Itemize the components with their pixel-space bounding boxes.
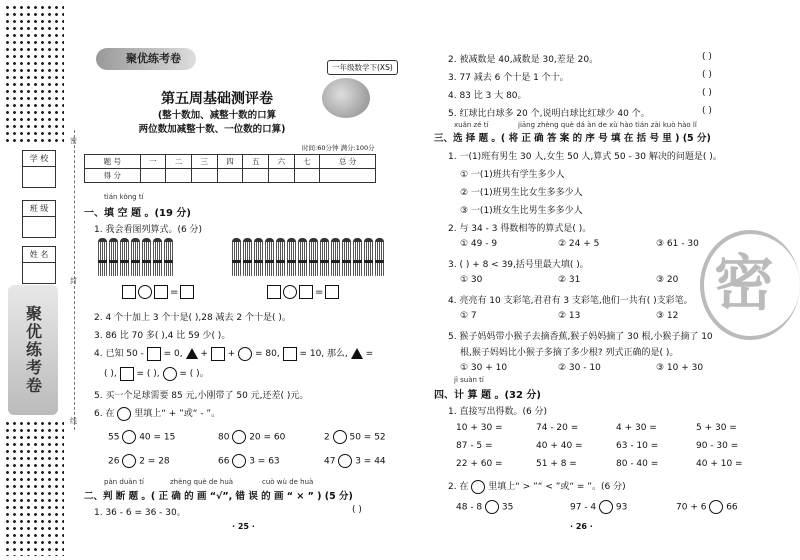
seal-mark-bottom: 线 — [70, 417, 77, 425]
score-table-row[interactable]: 得 分 — [85, 169, 376, 183]
triangle-symbol — [351, 348, 363, 359]
page-number: · 25 · — [232, 522, 255, 531]
question: 1. 一(1)班有男生 30 人,女生 50 人,算式 50 - 30 解决的问题是( )。 — [448, 152, 722, 162]
page-25 — [82, 0, 404, 560]
calc-item[interactable]: 87 - 5 = — [456, 441, 493, 451]
question: 5. 买一个足球需要 85 元,小刚带了 50 元,还差( )元。 — [94, 391, 309, 401]
option[interactable]: ① 49 - 9 — [460, 239, 498, 249]
question: 1. 36 - 6 = 36 - 30。 — [94, 508, 186, 518]
brand-logo-vertical: 聚优练考卷 — [8, 285, 58, 415]
compare-item[interactable]: 97 - 4 93 — [570, 500, 627, 514]
class-label: 班 级 — [23, 201, 55, 217]
option[interactable]: ① 30 + 10 — [460, 363, 508, 373]
subtitle-1: (整十数加、减整十数的口算 — [157, 110, 277, 121]
page-title: 第五周基础测评卷 — [161, 91, 273, 107]
option[interactable]: ① 30 — [460, 275, 483, 285]
option[interactable]: ③ 61 - 30 — [656, 239, 699, 249]
judge-item: 2. 被减数是 40,减数是 30,差是 20。 — [448, 55, 599, 65]
answer-paren[interactable]: ( ) — [702, 52, 712, 62]
compare-item[interactable]: 48 - 8 35 — [456, 500, 513, 514]
section-heading-calc: 四、计 算 题 。(32 分) — [434, 390, 541, 401]
stick-bundles-2 — [232, 238, 384, 276]
circle-symbol — [238, 347, 252, 361]
grade-tag: 一年级数学下(XS) — [327, 60, 398, 75]
time-score-meta: 时间:60分钟 满分:100分 — [302, 144, 375, 152]
answer-paren[interactable]: ( ) — [702, 106, 712, 116]
pinyin: jì suàn tí — [454, 376, 484, 384]
pinyin: tián kòng tí — [104, 193, 144, 201]
section-heading-fill: 一、填 空 题 。(19 分) — [84, 208, 191, 219]
square-symbol — [283, 347, 297, 361]
judge-item: 5. 红球比白球多 20 个,说明白球比红球少 40 个。 — [448, 109, 650, 119]
sign-item[interactable]: 47 3 = 44 — [324, 454, 386, 468]
option[interactable]: ② 13 — [558, 311, 581, 321]
calc-item[interactable]: 90 - 30 = — [696, 441, 739, 451]
secret-stamp: 密 — [700, 230, 800, 340]
school-field[interactable] — [22, 150, 56, 188]
calc-item[interactable]: 40 + 10 = — [696, 459, 743, 469]
option[interactable]: ② 30 - 10 — [558, 363, 601, 373]
question: 1. 直接写出得数。(6 分) — [448, 407, 548, 417]
calc-item[interactable]: 40 + 40 = — [536, 441, 583, 451]
judge-item: 3. 77 减去 6 个十是 1 个十。 — [448, 73, 569, 83]
calc-item[interactable]: 80 - 40 = — [616, 459, 659, 469]
option[interactable]: ① 一(1)班共有学生多少人 — [460, 170, 565, 180]
decoration-illustration — [322, 78, 370, 118]
question: 2. 4 个十加上 3 个十是( ),28 减去 2 个十是( )。 — [94, 313, 291, 323]
option[interactable]: ② 一(1)班男生比女生多多少人 — [460, 188, 583, 198]
calc-item[interactable]: 51 + 8 = — [536, 459, 577, 469]
school-label: 学 校 — [23, 151, 55, 167]
question: 3. ( ) + 8 < 39,括号里最大填( )。 — [448, 260, 589, 270]
square-symbol — [147, 347, 161, 361]
option[interactable]: ① 7 — [460, 311, 477, 321]
sign-item[interactable]: 2 50 = 52 — [324, 430, 386, 444]
section-heading-judge: 二、判 断 题 。( 正 确 的 画 “√”, 错 误 的 画 “ × ” ) (5 分) — [84, 491, 353, 502]
option[interactable]: ② 24 + 5 — [558, 239, 600, 249]
question-4-line2: ( ), = ( ), = ( )。 — [104, 366, 209, 381]
page-number: · 26 · — [570, 522, 593, 531]
pinyin: zhèng què de huà — [170, 478, 234, 486]
stick-bundles-1 — [98, 238, 173, 276]
seal-mark-top: 密 — [70, 137, 77, 145]
pinyin: jiāng zhèng què dá àn de xù hào tián zài kuò hào lǐ — [518, 121, 697, 129]
question-4: 4. 已知 50 - = 0, + + = 80, = 10, 那么, = — [94, 346, 373, 361]
question: 根,猴子妈妈比小猴子多摘了多少根? 列式正确的是( )。 — [460, 348, 679, 358]
answer-paren[interactable]: ( ) — [702, 70, 712, 80]
square-symbol — [211, 347, 225, 361]
question: 2. 与 34 - 3 得数相等的算式是( )。 — [448, 224, 592, 234]
option[interactable]: ③ 20 — [656, 275, 679, 285]
question-6: 6. 在 里填上“ + ”或“ - ”。 — [94, 406, 220, 421]
name-field[interactable] — [22, 246, 56, 284]
question: 4. 亮亮有 10 支彩笔,君君有 3 支彩笔,他们一共有( )支彩笔。 — [448, 296, 693, 306]
pinyin: xuǎn zé tí — [454, 121, 489, 129]
section-heading-choice: 三、选 择 题 。( 将 正 确 答 案 的 序 号 填 在 括 号 里 ) (5 分) — [434, 133, 711, 144]
calc-item[interactable]: 5 + 30 = — [696, 423, 737, 433]
judge-item: 4. 83 比 3 大 80。 — [448, 91, 527, 101]
binding-margin — [0, 0, 80, 560]
calc-item[interactable]: 4 + 30 = — [616, 423, 657, 433]
answer-boxes-2[interactable]: = — [267, 285, 339, 299]
dot-pattern — [4, 4, 64, 144]
pinyin: pàn duàn tí — [104, 478, 144, 486]
option[interactable]: ② 31 — [558, 275, 581, 285]
seal-mark-mid: 封 — [70, 277, 77, 285]
sign-item[interactable]: 55 40 = 15 — [108, 430, 175, 444]
option[interactable]: ③ 10 + 30 — [656, 363, 704, 373]
question: 1. 我会看图列算式。(6 分) — [94, 225, 203, 235]
pinyin: cuò wù de huà — [262, 478, 314, 486]
calc-item[interactable]: 63 - 10 = — [616, 441, 659, 451]
sign-item[interactable]: 66 3 = 63 — [218, 454, 280, 468]
calc-item[interactable]: 74 - 20 = — [536, 423, 579, 433]
question-compare: 2. 在 里填上“ > ”“ < ”或“ = ”。(6 分) — [448, 479, 626, 494]
sign-item[interactable]: 26 2 = 28 — [108, 454, 170, 468]
triangle-symbol — [186, 348, 198, 359]
dot-pattern-bottom — [4, 420, 64, 556]
answer-paren[interactable]: ( ) — [702, 88, 712, 98]
question: 3. 86 比 70 多( ),4 比 59 少( )。 — [94, 331, 231, 341]
calc-item[interactable]: 10 + 30 = — [456, 423, 503, 433]
class-field[interactable] — [22, 200, 56, 238]
name-label: 姓 名 — [23, 247, 55, 263]
score-table-header: 题 号 一 二 三 四 五 六 七 总 分 — [85, 155, 376, 169]
option[interactable]: ③ 一(1)班女生比男生多多少人 — [460, 206, 583, 216]
sign-item[interactable]: 80 20 = 60 — [218, 430, 285, 444]
score-table — [84, 154, 376, 183]
option[interactable]: ③ 12 — [656, 311, 679, 321]
calc-item[interactable]: 22 + 60 = — [456, 459, 503, 469]
answer-boxes-1[interactable]: = — [122, 285, 194, 299]
brand-banner: 聚优练考卷 — [96, 48, 196, 70]
subtitle-2: 两位数加减整十数、一位数的口算) — [138, 124, 286, 135]
question: 5. 猴子妈妈带小猴子去摘香蕉,猴子妈妈摘了 30 根,小猴子摘了 10 — [448, 332, 713, 342]
answer-paren[interactable]: ( ) — [352, 505, 362, 515]
compare-item[interactable]: 70 + 6 66 — [676, 500, 738, 514]
